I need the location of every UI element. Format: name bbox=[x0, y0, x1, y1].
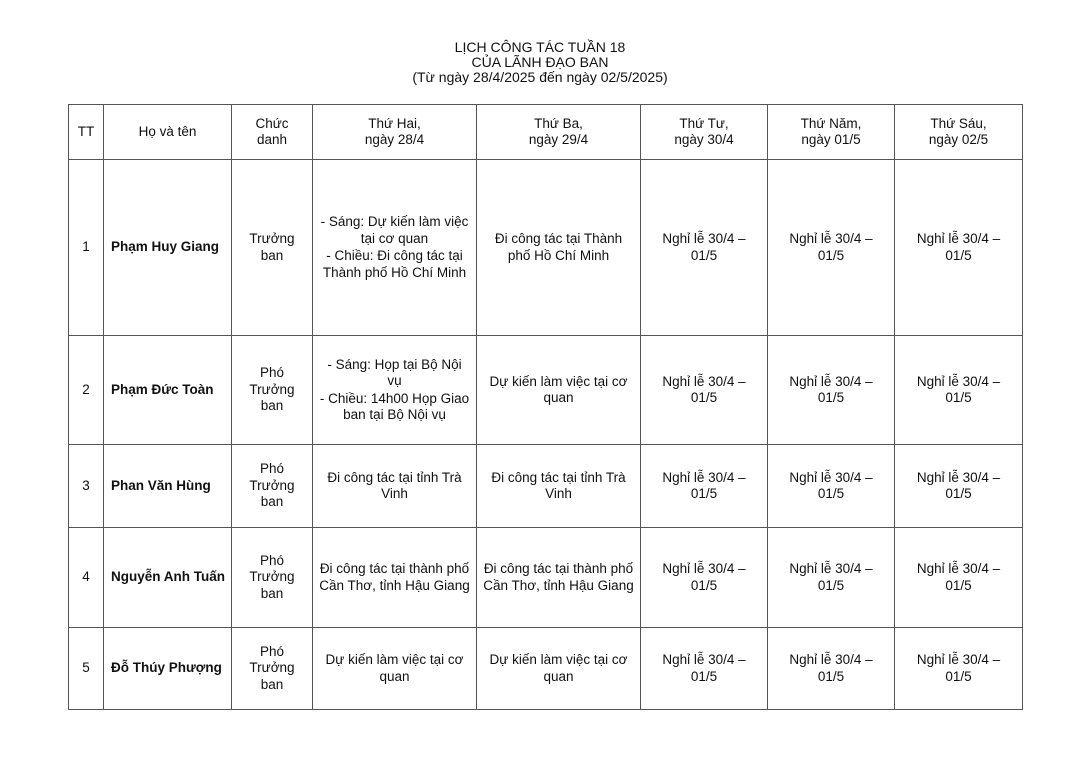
cell-position: Phó Trưởng ban bbox=[232, 445, 313, 528]
cell-name: Đỗ Thúy Phượng bbox=[104, 628, 232, 710]
cell-thursday: Nghỉ lễ 30/4 – 01/5 bbox=[768, 336, 895, 445]
table-row bbox=[69, 445, 1023, 528]
monday-afternoon: - Chiều: 14h00 Họp Giao ban tại Bộ Nội vụ bbox=[319, 390, 470, 422]
cell-friday: Nghỉ lễ 30/4 – 01/5 bbox=[895, 445, 1023, 528]
cell-thursday: Nghỉ lễ 30/4 – 01/5 bbox=[768, 628, 895, 710]
schedule-table bbox=[68, 104, 1023, 710]
col-header-thursday: Thứ Năm, ngày 01/5 bbox=[768, 105, 895, 160]
cell-tt: 1 bbox=[69, 160, 104, 336]
table-row bbox=[69, 160, 1023, 336]
cell-position: Trưởng ban bbox=[232, 160, 313, 336]
cell-tuesday: Dự kiến làm việc tại cơ quan bbox=[477, 628, 641, 710]
cell-position: Phó Trưởng ban bbox=[232, 628, 313, 710]
cell-monday bbox=[313, 336, 477, 445]
monday-morning: - Sáng: Dự kiến làm việc tại cơ quan bbox=[320, 214, 469, 246]
col-header-tuesday: Thứ Ba, ngày 29/4 bbox=[477, 105, 641, 160]
col-header-tt: TT bbox=[69, 105, 104, 160]
cell-position: Phó Trưởng ban bbox=[232, 528, 313, 628]
cell-wednesday: Nghỉ lễ 30/4 – 01/5 bbox=[641, 160, 768, 336]
cell-wednesday: Nghỉ lễ 30/4 – 01/5 bbox=[641, 336, 768, 445]
cell-friday: Nghỉ lễ 30/4 – 01/5 bbox=[895, 528, 1023, 628]
cell-tuesday: Đi công tác tại thành phố Cần Thơ, tỉnh Hậu Giang bbox=[477, 528, 641, 628]
cell-thursday: Nghỉ lễ 30/4 – 01/5 bbox=[768, 528, 895, 628]
cell-tt: 5 bbox=[69, 628, 104, 710]
table-row bbox=[69, 528, 1023, 628]
monday-afternoon: - Chiều: Đi công tác tại Thành phố Hồ Chí Minh bbox=[322, 248, 467, 280]
cell-name: Phạm Huy Giang bbox=[104, 160, 232, 336]
col-header-wednesday: Thứ Tư, ngày 30/4 bbox=[641, 105, 768, 160]
cell-thursday: Nghỉ lễ 30/4 – 01/5 bbox=[768, 445, 895, 528]
table-row bbox=[69, 628, 1023, 710]
col-header-name: Họ và tên bbox=[104, 105, 232, 160]
cell-wednesday: Nghỉ lễ 30/4 – 01/5 bbox=[641, 628, 768, 710]
monday-morning: - Sáng: Họp tại Bộ Nội vụ bbox=[327, 356, 462, 388]
title-line-2: CỦA LÃNH ĐẠO BAN bbox=[471, 54, 609, 70]
cell-monday: Dự kiến làm việc tại cơ quan bbox=[313, 628, 477, 710]
cell-tuesday: Đi công tác tại Thành phố Hồ Chí Minh bbox=[477, 160, 641, 336]
cell-monday: Đi công tác tại tỉnh Trà Vinh bbox=[313, 445, 477, 528]
col-header-friday: Thứ Sáu, ngày 02/5 bbox=[895, 105, 1023, 160]
cell-position: Phó Trưởng ban bbox=[232, 336, 313, 445]
cell-thursday: Nghỉ lễ 30/4 – 01/5 bbox=[768, 160, 895, 336]
cell-name: Phan Văn Hùng bbox=[104, 445, 232, 528]
table-row bbox=[69, 336, 1023, 445]
cell-monday: Đi công tác tại thành phố Cần Thơ, tỉnh Hậu Giang bbox=[313, 528, 477, 628]
cell-monday bbox=[313, 160, 477, 336]
cell-tt: 4 bbox=[69, 528, 104, 628]
cell-friday: Nghỉ lễ 30/4 – 01/5 bbox=[895, 336, 1023, 445]
col-header-monday: Thứ Hai, ngày 28/4 bbox=[313, 105, 477, 160]
cell-friday: Nghỉ lễ 30/4 – 01/5 bbox=[895, 160, 1023, 336]
cell-name: Nguyễn Anh Tuấn bbox=[104, 528, 232, 628]
cell-name: Phạm Đức Toàn bbox=[104, 336, 232, 445]
document-title bbox=[0, 40, 1080, 85]
cell-wednesday: Nghỉ lễ 30/4 – 01/5 bbox=[641, 528, 768, 628]
title-line-3: (Từ ngày 28/4/2025 đến ngày 02/5/2025) bbox=[412, 69, 668, 85]
col-header-position: Chức danh bbox=[232, 105, 313, 160]
cell-wednesday: Nghỉ lễ 30/4 – 01/5 bbox=[641, 445, 768, 528]
cell-friday: Nghỉ lễ 30/4 – 01/5 bbox=[895, 628, 1023, 710]
title-line-1: LỊCH CÔNG TÁC TUẦN 18 bbox=[454, 39, 626, 55]
cell-tt: 2 bbox=[69, 336, 104, 445]
cell-tuesday: Đi công tác tại tỉnh Trà Vinh bbox=[477, 445, 641, 528]
cell-tuesday: Dự kiến làm việc tại cơ quan bbox=[477, 336, 641, 445]
cell-tt: 3 bbox=[69, 445, 104, 528]
header-row bbox=[69, 105, 1023, 160]
